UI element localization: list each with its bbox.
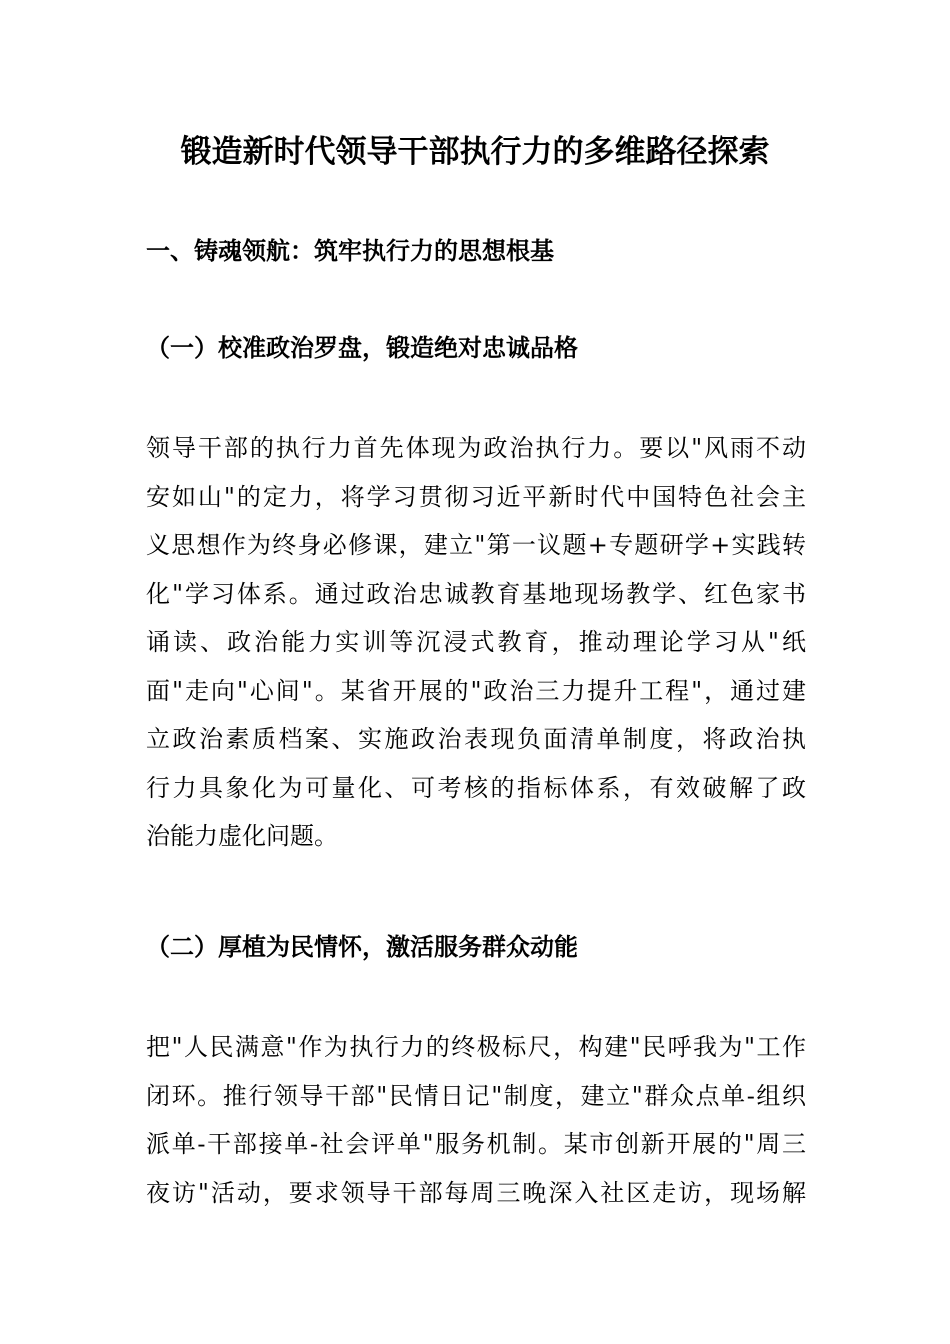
- paragraph-line: 夜访"活动，要求领导干部每周三晚深入社区走访，现场解: [146, 1178, 806, 1207]
- paragraph-line: 把"人民满意"作为执行力的终极标尺，构建"民呼我为"工作: [146, 1033, 806, 1061]
- paragraph-1: [146, 424, 806, 861]
- subsection-heading-2: （二）厚植为民情怀，激活服务群众动能: [146, 932, 578, 961]
- paragraph-line: 治能力虚化问题。: [146, 822, 338, 850]
- paragraph-line: 闭环。推行领导干部"民情日记"制度，建立"群众点单-组织: [146, 1081, 806, 1110]
- paragraph-line: 领导干部的执行力首先体现为政治执行力。要以"风雨不动: [146, 434, 806, 462]
- paragraph-line: 诵读、政治能力实训等沉浸式教育，推动理论学习从"纸: [146, 628, 806, 656]
- paragraph-line: 派单-干部接单-社会评单"服务机制。某市创新开展的"周三: [146, 1130, 806, 1158]
- paragraph-line: 行力具象化为可量化、可考核的指标体系，有效破解了政: [146, 773, 806, 802]
- paragraph-line: 安如山"的定力，将学习贯彻习近平新时代中国特色社会主: [146, 482, 806, 511]
- subsection-heading-1: （一）校准政治罗盘，锻造绝对忠诚品格: [146, 333, 578, 362]
- paragraph-line: 化"学习体系。通过政治忠诚教育基地现场教学、红色家书: [146, 579, 806, 608]
- paragraph-line: 义思想作为终身必修课，建立"第一议题+专题研学+实践转: [146, 531, 806, 559]
- paragraph-2: [146, 1023, 806, 1217]
- document-title: 锻造新时代领导干部执行力的多维路径探索: [180, 134, 770, 170]
- section-heading-1: 一、铸魂领航：筑牢执行力的思想根基: [146, 236, 554, 265]
- paragraph-line: 面"走向"心间"。某省开展的"政治三力提升工程"，通过建: [146, 676, 806, 705]
- paragraph-line: 立政治素质档案、实施政治表现负面清单制度，将政治执: [146, 725, 806, 753]
